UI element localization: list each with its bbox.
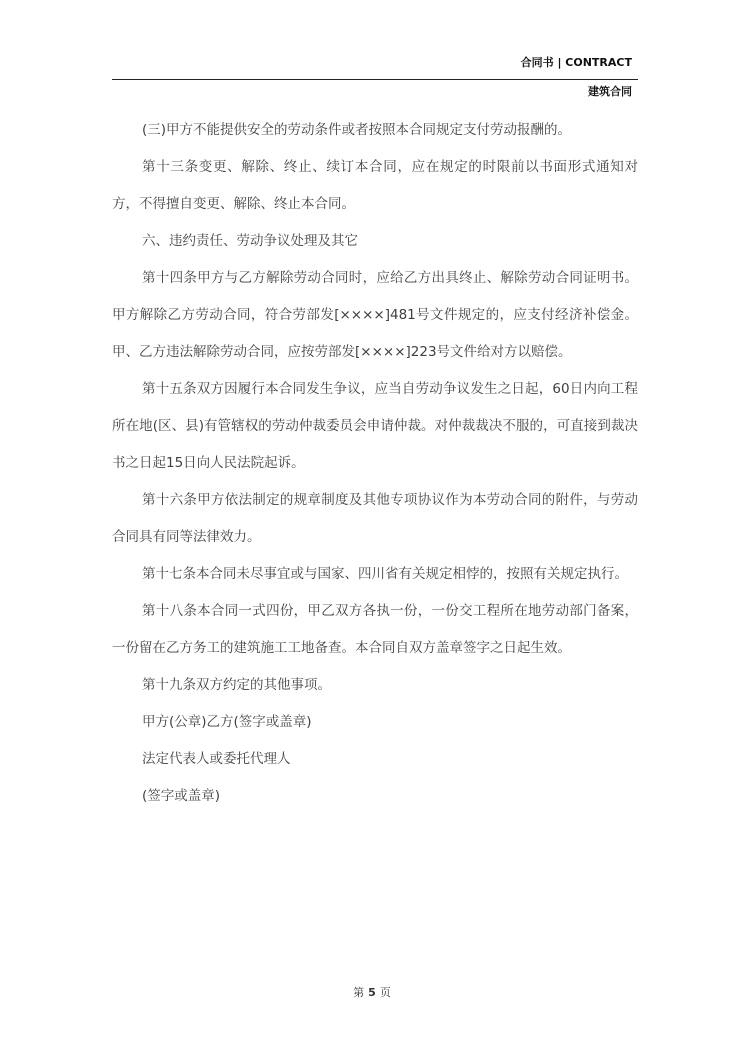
paragraph-article-13: 第十三条变更、解除、终止、续订本合同，应在规定的时限前以书面形式通知对方，不得擅自变更、解除、终止本合同。 (112, 159, 638, 212)
page-prefix: 第 (353, 986, 365, 999)
page-suffix: 页 (379, 986, 391, 999)
header-subtitle: 建筑合同 (588, 85, 632, 98)
paragraph-clause-3: (三)甲方不能提供安全的劳动条件或者按照本合同规定支付劳动报酬的。 (142, 122, 572, 138)
paragraph-article-18: 第十八条本合同一式四份，甲乙双方各执一份，一份交工程所在地劳动部门备案，一份留在乙方务工的建筑施工工地备查。本合同自双方盖章签字之日起生效。 (112, 603, 638, 656)
page-number: 5 (368, 986, 376, 999)
paragraph-article-16: 第十六条甲方依法制定的规章制度及其他专项协议作为本劳动合同的附件，与劳动合同具有同等法律效力。 (112, 492, 638, 545)
paragraph-article-14: 第十四条甲方与乙方解除劳动合同时，应给乙方出具终止、解除劳动合同证明书。甲方解除乙方劳动合同，符合劳部发[××××]481号文件规定的，应支付经济补偿金。甲、乙方违法解除劳动合同，应按劳部发[××××]223号文件给对方以赔偿。 (112, 270, 638, 360)
paragraph-article-19: 第十九条双方约定的其他事项。 (142, 677, 331, 693)
header-divider (112, 79, 638, 80)
paragraph-article-17: 第十七条本合同未尽事宜或与国家、四川省有关规定相悖的，按照有关规定执行。 (142, 566, 628, 582)
signature-representative-line: 法定代表人或委托代理人 (142, 751, 291, 767)
document-body (112, 112, 638, 815)
signature-party-line: 甲方(公章)乙方(签字或盖章) (142, 714, 312, 730)
header-title: 合同书 | CONTRACT (520, 56, 632, 69)
signature-sign-line: (签字或盖章) (142, 788, 221, 804)
section-heading-6: 六、违约责任、劳动争议处理及其它 (142, 233, 358, 249)
page-footer (0, 984, 744, 1000)
paragraph-article-15: 第十五条双方因履行本合同发生争议，应当自劳动争议发生之日起，60日内向工程所在地(区、县)有管辖权的劳动仲裁委员会申请仲裁。对仲裁裁决不服的，可直接到裁决书之日起15日向人民法院起诉。 (112, 381, 638, 471)
